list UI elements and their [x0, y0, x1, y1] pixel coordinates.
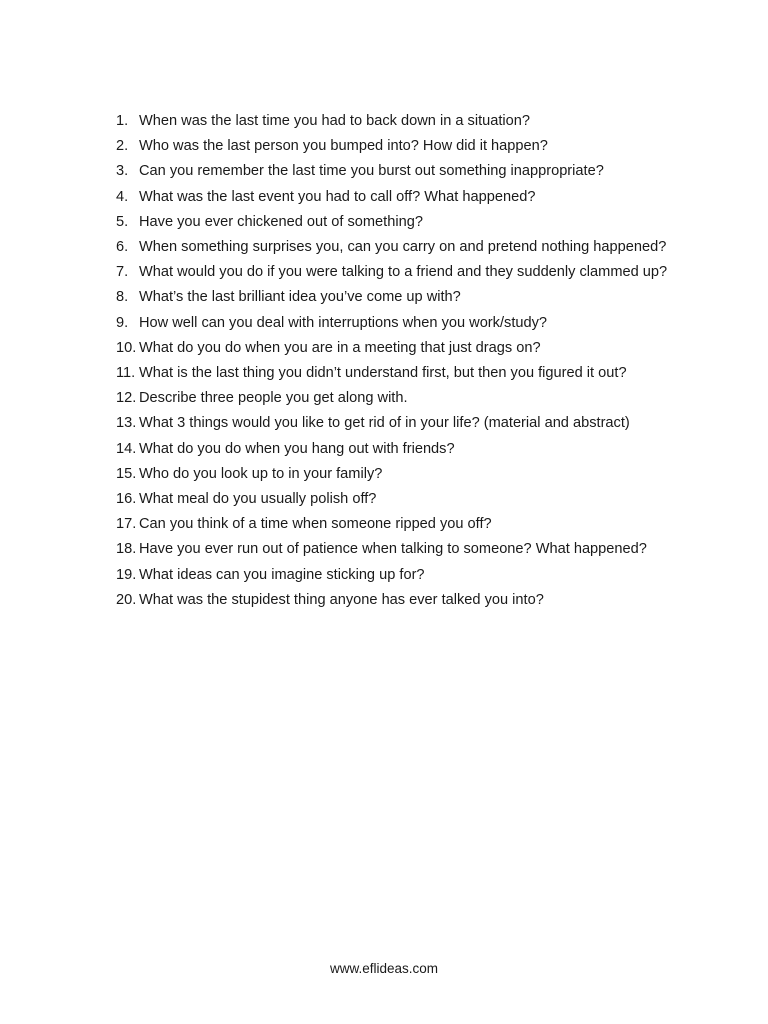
question-item-15 — [116, 462, 676, 487]
question-item-2 — [116, 134, 676, 159]
footer-website-link[interactable]: www.eflideas.com — [329, 961, 439, 976]
question-number: 19. — [116, 566, 137, 583]
question-item-3 — [116, 159, 676, 184]
question-text: How well can you deal with interruptions when you work/study? — [139, 314, 548, 331]
question-text: What was the last event you had to call off? What happened? — [139, 188, 536, 205]
question-number: 17. — [116, 516, 137, 533]
question-text: Can you think of a time when someone ripped you off? — [139, 516, 492, 533]
question-number: 4. — [116, 188, 129, 205]
question-number: 9. — [116, 314, 129, 331]
question-number: 12. — [116, 390, 137, 407]
question-text: What 3 things would you like to get rid of in your life? (material and abstract) — [139, 415, 630, 432]
question-item-14 — [116, 437, 676, 462]
question-item-20 — [116, 588, 676, 613]
question-item-1 — [116, 109, 676, 134]
question-item-11 — [116, 361, 676, 386]
question-item-8 — [116, 285, 676, 310]
question-number: 2. — [116, 138, 129, 155]
question-number: 13. — [116, 415, 137, 432]
question-text: Can you remember the last time you burst out something inappropriate? — [139, 163, 604, 180]
question-text: What ideas can you imagine sticking up for? — [139, 566, 425, 583]
question-text: When was the last time you had to back down in a situation? — [139, 113, 531, 129]
question-item-5 — [116, 210, 676, 235]
question-number: 3. — [116, 163, 129, 180]
question-text: Describe three people you get along with. — [139, 390, 408, 407]
question-number: 11. — [116, 365, 136, 382]
question-item-13 — [116, 411, 676, 436]
question-text: Have you ever run out of patience when talking to someone? What happened? — [139, 541, 647, 558]
question-text: What’s the last brilliant idea you’ve come up with? — [139, 289, 461, 306]
question-item-6 — [116, 235, 676, 260]
question-text: Have you ever chickened out of something? — [139, 213, 423, 230]
question-item-9 — [116, 311, 676, 336]
question-text: What do you do when you hang out with friends? — [139, 440, 455, 457]
question-number: 1. — [116, 113, 129, 129]
question-number: 10. — [116, 339, 137, 356]
question-item-18 — [116, 537, 676, 562]
question-number: 20. — [116, 591, 137, 608]
question-number: 5. — [116, 213, 129, 230]
question-text: What would you do if you were talking to a friend and they suddenly clammed up? — [139, 264, 668, 281]
question-number: 18. — [116, 541, 137, 558]
question-text: When something surprises you, can you carry on and pretend nothing happened? — [139, 239, 667, 256]
question-item-4 — [116, 185, 676, 210]
question-text: What meal do you usually polish off? — [139, 491, 377, 508]
question-text: What do you do when you are in a meeting that just drags on? — [139, 339, 541, 356]
question-number: 14. — [116, 440, 137, 457]
question-text: Who do you look up to in your family? — [139, 465, 383, 482]
question-item-16 — [116, 487, 676, 512]
question-item-19 — [116, 563, 676, 588]
question-text: What was the stupidest thing anyone has ever talked you into? — [139, 591, 544, 608]
question-item-7 — [116, 260, 676, 285]
question-list — [116, 109, 676, 613]
question-item-12 — [116, 386, 676, 411]
question-text: What is the last thing you didn’t understand first, but then you figured it out? — [139, 365, 627, 382]
question-number: 8. — [116, 289, 129, 306]
question-number: 15. — [116, 465, 137, 482]
question-item-17 — [116, 512, 676, 537]
question-item-10 — [116, 336, 676, 361]
question-text: Who was the last person you bumped into? How did it happen? — [139, 138, 548, 155]
question-number: 16. — [116, 491, 137, 508]
question-number: 7. — [116, 264, 129, 281]
question-number: 6. — [116, 239, 129, 256]
